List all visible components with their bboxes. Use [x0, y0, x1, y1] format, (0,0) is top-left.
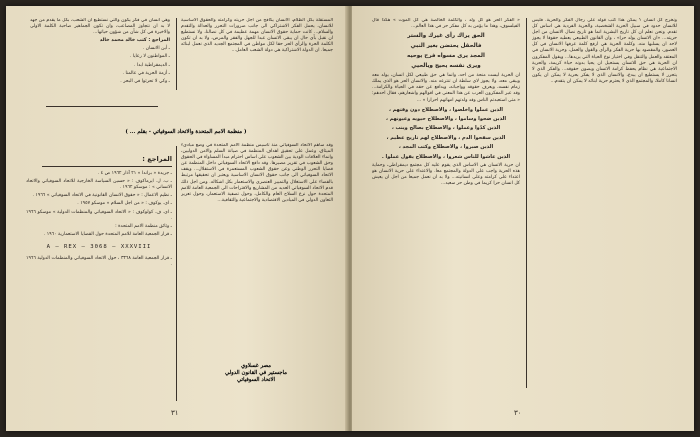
bold-line: الذين عاشوا للناس شعروا ، والاصطلاح يقول عملوا . — [381, 153, 511, 160]
refs-tail: ـ قرار الجمعية العامة ٣٣٦٨ ، حول الاتحاد السوفياتي والمنظمات الدولية ١٩٦٦ . — [26, 256, 172, 268]
poem-line: الحق يراك رأى غيرك والستر — [407, 33, 485, 40]
page-number: ٣٠ — [514, 409, 522, 417]
paragraph: ونخرج كل انسان ؟ يمكن هذا كتب قوله على رجال الفكر والحرية. فليس للانسان حدود في سبيل الحرية الشخصية، والحرية الفردية هي اساس كل تقدم. ونحن نعلم ان كل تاريخ البشرية انما هو تاريخ نضال الانسان من اجل حريته... «ان الانسان يولد حرا» ، وان القانون الطبيعي يعطيه حقوقا لا يجوز لاحد ان يسلبها منه. وكلمة الحرية هي ارفع كلمة عرفها الانسان في كل العصور، والمقصود بها حرية الفكر والرأي والقول والعمل، وحرية الانسان في المعتقد والعمل والتنقل وفي اختيار نوع الحياة التي يريدها... ويقول المفكرون ان الحرية هي حق للانسان يستحيل ان يحيا بدونه حياة كريمة، والحرية الاجتماعية هي نظام يحفظ كرامة الانسان ويصون حقوقه... والفكر الذي لا يتحرر لا يستطيع ان يبدع، والانسان الذي لا يفكر بحرية لا يمكن ان يكون انسانا كاملا، والمجتمع الذي لا يحترم حرية ابنائه لا يمكن ان يتقدم... — [532, 18, 677, 84]
book-spread — [6, 6, 694, 431]
column-divider — [176, 146, 177, 401]
right-right-column — [532, 18, 677, 388]
paragraph: وهي انسان في فكر يكون والتي نستطيع ان الشعب، بكل ما يقدم من جهد لا بد ان نتجاوز المصاعب، وان تكون الجماهير صاحبة الكلمة الاولى والاخيرة في كل شأن من شؤون حياتها... — [30, 18, 170, 36]
bold-line: الذين سفحوا الدم ، والاصطلاح لهم تاريخ عظيم ، — [386, 134, 506, 141]
reference-item: ـ وثائق منظمة الامم المتحدة : — [115, 223, 172, 229]
right-left-column — [372, 18, 520, 393]
reference-item: ـ اي. يوكوف : « من اجل السلام » موسكو ١٩٥٧ . — [77, 201, 172, 207]
refs-list — [26, 171, 172, 238]
signature-line: ماجستير في القانون الدولي — [224, 370, 288, 376]
refs-rule — [42, 166, 172, 167]
left-refs-column — [26, 156, 172, 406]
right-page — [352, 6, 694, 431]
paragraph: المستقلة بكل الظلام، الانسان يكافح من اجل حريته وكرامته والحقوق الاساسية للانسان، يحمل الفكر الاشتراكي الى جانب ضرورات التحرر والعدالة والتقدم والسلام... كانت حماية حقوق الانسان مهمة عظيمة في كل نضالنا، ولا نستطيع ان نقبل بأي حال ان يبقى الانسان عبدا للجهل والفقر والمرض، ولا بد ان تكون الكلمة الحرة والرأي الحر حقا لكل مواطن في المجتمع الجديد الذي نعمل لبنائه جميعا. ان الدولة الاشتراكية هي دولة الشعب العامل... — [181, 18, 333, 54]
bold-line: الذين صبروا ، والاصطلاح وكتب المجد ، — [398, 144, 494, 151]
reference-item: ـ اي. ف. كولوكوف : « الاتحاد السوفياتي والمنظمات الدولية » موسكو ١٩٦٦ . — [26, 209, 172, 221]
left-top-right-column — [181, 18, 333, 93]
poem — [372, 33, 520, 70]
bold-line: الذين عملوا واخلصوا ، والاصطلاح دون وقتهم ، — [389, 106, 503, 113]
signature-block — [186, 363, 326, 384]
reference-item: ـ الديمقراطية ابدا . — [133, 62, 170, 68]
column-divider — [176, 18, 177, 90]
left-main-column — [181, 143, 333, 358]
reference-item: ـ قرار الجمعية العامة للامم المتحدة حول القضايا الاستعمارية ١٩٦٠ . — [43, 231, 172, 237]
paragraph: ان حرية الانسان هي الاساس الذي يقوم عليه كل مجتمع ديمقراطي، وحماية هذه الحرية واجب على الدولة والمجتمع معا. والاعتداء على حرية الانسان هو اعتداء على كرامته وعلى انسانيته... ولا بد ان نعمل جميعا من اجل ان يعيش كل انسان حرا كريما في وطن حر سعيد... — [372, 163, 520, 187]
paragraph: وقد ساهم الاتحاد السوفياتي منذ تأسيس منظمة الامم المتحدة في وضع مبادىء الميثاق، وعمل على تحقيق اهداف المنظمة في صيانة السلم والامن الدوليين، وانماء العلاقات الودية بين الشعوب على اساس احترام مبدأ المساواة في الحقوق وحق الشعوب في تقرير مصيرها. وقد دافع الاتحاد السوفياتي داخل المنظمة عن قضايا التحرر الوطني وعن حقوق الشعوب المستعمرة في الاستقلال... ويقف الاتحاد السوفياتي الى جانب حقوق الانسان الاساسية ويعتبر ان تحقيقها مرتبط بالقضاء على الاستغلال والتمييز العنصري والاستعمار بكل اشكاله. ومن اجل ذلك قدم الاتحاد السوفياتي العديد من المشاريع والاقتراحات الى الجمعية العامة للامم المتحدة حول نزع السلاح العام والكامل، وحول تصفية الاستعمار، وحول تعزيز التعاون الدولي في الميادين الاقتصادية والاجتماعية والثقافية... — [181, 143, 333, 203]
reference-title: المراجع : كتب خالد محمد خالد — [99, 38, 170, 44]
poem-line: فالحقل يحتضن بغير النبي — [410, 43, 482, 50]
section-heading: ( منظمة الامم المتحدة والاتحاد السوفياتي - بقلم ... ) — [125, 129, 247, 135]
column-divider — [526, 18, 527, 388]
signature-line: مصر غسلاوي — [240, 363, 272, 369]
bold-line: الذين كدّوا وعملوا ، والاصطلاح بصالح وينب ، — [391, 125, 501, 132]
reference-item: ـ أزمة الحرية في عالمنا . — [122, 70, 170, 76]
reference-item: ـ جريدة « براندا » ٢١ آذار ١٩٦٢ ص ٤ . — [97, 171, 172, 177]
signature-line: الاتحاد السوفياتي — [236, 377, 276, 383]
paragraph: ان الحرية ليست منحة من احد، وانما هي حق طبيعي لكل انسان، يولد معه ويبقى معه، ولا يجوز لاي سلطة ان تنتزعه منه. والانسان الحر هو الذي يملك زمام نفسه، ويعرف حقوقه وواجباته، ويدافع عن حقه في الحياة والكرامة... وقد عبر المفكرون العرب عن هذا المعنى في اقوالهم واشعارهم، فقال احدهم: « متى استعبدتم الناس وقد ولدتهم امهاتهم احرارا » ... — [372, 73, 520, 103]
reference-item: ـ ب. ل. ايرماكوف : « حسين السياسة الخارجية للاتحاد السوفياتي والاتحاد الانساني » : موسكو ١٩٦٢ . — [26, 179, 172, 191]
bold-line: الذين ضحوا وساموا ، والاصطلاح حيويه وعيونهم ، — [385, 116, 507, 123]
section-rule — [46, 106, 158, 107]
reference-item: ـ أين الانسان . — [142, 46, 170, 52]
paragraph: « الفكر الحر هو كل ولد ، والكلمة الخالصة هي كل الموت » هكذا قال الفيلسوف، وهذا ما يؤمن به كل مفكر حر في هذا العالم... — [372, 18, 520, 30]
reference-list — [30, 46, 170, 84]
left-page — [6, 6, 348, 431]
reference-item: ـ نظيم الاعمال : « حقوق الانسان القانونية في الاتحاد السوفياتي » ١٩٦٦ . — [32, 193, 172, 199]
refs-heading: المراجع : — [142, 156, 172, 163]
bold-quote-block — [372, 107, 520, 160]
poem-line: ويرى نفسه يحيج ويالحيي — [411, 63, 481, 70]
left-top-left-column — [30, 18, 170, 93]
reference-item: ـ وكي لا تحرثوا في البحر . — [120, 78, 170, 84]
document-code: A — REX — 3068 — XXXVIII — [46, 243, 152, 250]
poem-line: المجد يرى مسواه فرح يوحيه — [407, 53, 485, 60]
reference-item: ـ المواطنون لا رعايا . — [129, 54, 170, 60]
page-number: ٣١ — [171, 409, 179, 417]
